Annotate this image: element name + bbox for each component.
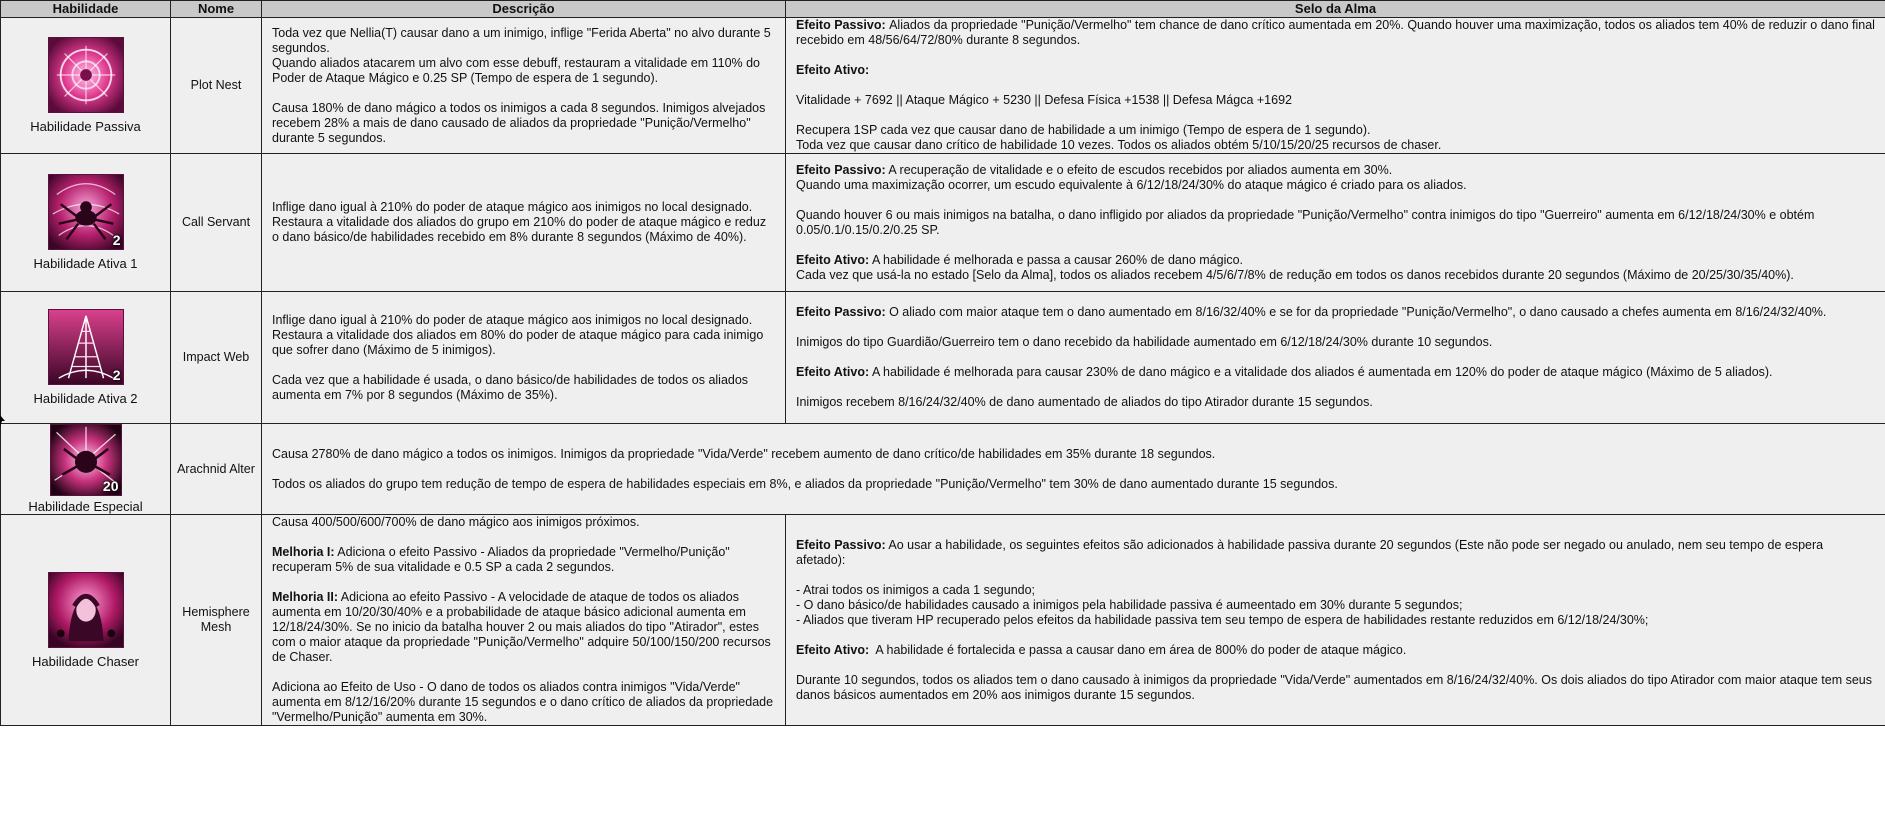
effect-text: A habilidade é melhorada e passa a causar 260% de dano mágico. Cada vez que usá-la no estado [Selo da Alma], todos os aliados recebem 4/5/6/7/8% de redução em todos os danos recebidos durante 20 segundos (Máximo de 20/25/30/35/40%).	[796, 252, 1794, 282]
effect-label: Efeito Ativo:	[796, 63, 870, 77]
effect-text: Quando houver 6 ou mais inimigos na batalha, o dano infligido por aliados da propriedade "Punição/Vermelho" contra inimigos do tipo "Guerreiro" aumenta em 6/12/18/24/30% e obtém 0.05/0.1/0.15/0.2/0.25 SP.	[796, 207, 1815, 237]
seal-paragraph	[796, 253, 1875, 283]
effect-text: A recuperação de vitalidade e o efeito de escudos recebidos por aliados aumenta em 30%. Quando uma maximização ocorrer, um escudo equivalente à 6/12/18/24/30% do ataque mágico é criado para os aliados.	[796, 162, 1467, 192]
seal-paragraph	[796, 643, 1875, 658]
arachnid-altar-icon	[50, 424, 122, 496]
skill-label: Habilidade Ativa 1	[33, 256, 138, 271]
effect-text: Adiciona ao efeito Passivo - A velocidade de ataque de todos os aliados aumenta em 10/20/30/40% e a probabilidade de ataque básico adicional aumenta em 12/18/24/30%. Se no inicio da batalha houver 2 ou mais aliados do tipo "Atirador", estes com o maior ataque da propriedade "Punição/Vermelho" adquire 50/100/150/200 recursos de Chaser.	[272, 590, 771, 664]
description-text: Causa 180% de dano mágico a todos os inimigos a cada 8 segundos. Inimigos alvejados recebem 28% a mais de dano causado de aliados da propriedade "Punição/Vermelho" durante 5 segundos.	[272, 100, 766, 145]
effect-text: Inimigos recebem 8/16/24/32/40% de dano aumentado de aliados do tipo Atirador durante 15 segundos.	[796, 395, 1373, 409]
seal-paragraph	[796, 538, 1875, 568]
seal-paragraph	[796, 365, 1875, 380]
effect-label: Efeito Ativo:	[796, 642, 870, 657]
effect-text: Inimigos do tipo Guardião/Guerreiro tem o dano recebido da habilidade aumentado em 6/12/18/24/30% durante 10 segundos.	[796, 335, 1493, 349]
seal-paragraph	[796, 673, 1875, 703]
skill-name: Hemisphere Mesh	[171, 515, 262, 726]
skill-label: Habilidade Ativa 2	[33, 391, 138, 406]
effect-text: Durante 10 segundos, todos os aliados tem o dano causado à inimigos da propriedade "Vida/Verde" aumentados em 8/16/24/32/40%. Os dois aliados do tipo Atirador com maior ataque tem seus danos básicos aumentados em 20% aos inimigos durante 15 segundos.	[796, 672, 1872, 702]
soul-seal-cell	[786, 515, 1885, 726]
description-text: Causa 2780% de dano mágico a todos os inimigos. Inimigos da propriedade "Vida/Verde" recebem aumento de dano crítico/de habilidades em 35% durante 18 segundos.	[272, 446, 1216, 461]
effect-text: Causa 400/500/600/700% de dano mágico aos inimigos próximos.	[272, 515, 640, 529]
skill-cell	[1, 515, 171, 726]
effect-text: Vitalidade + 7692 || Ataque Mágico + 5230 || Defesa Física +1538 || Defesa Mágca +1692	[796, 93, 1292, 107]
table-row	[1, 18, 1885, 154]
effect-label: Efeito Passivo:	[796, 305, 886, 319]
header-name: Nome	[171, 1, 262, 18]
skill-name: Arachnid Alter	[171, 424, 262, 515]
description-text	[272, 545, 775, 575]
description-cell	[262, 154, 786, 292]
description-text: Inflige dano igual à 210% do poder de ataque mágico aos inimigos no local designado. Restaura a vitalidade dos aliados do grupo em 210% do poder de ataque mágico e reduz o dano básico/de habilidades recebido em 8% durante 8 segundos (Máximo de 40%).	[272, 200, 767, 244]
effect-text: A habilidade é melhorada para causar 230% de dano mágico e a vitalidade dos aliados é aumentada em 120% do poder de ataque mágico (Máximo de 5 aliados).	[869, 365, 1773, 379]
skill-label: Habilidade Passiva	[30, 119, 141, 134]
seal-paragraph	[796, 305, 1875, 320]
seal-paragraph	[796, 395, 1875, 410]
skill-name: Impact Web	[171, 292, 262, 424]
description-text	[272, 590, 775, 665]
description-text: Inflige dano igual à 210% do poder de ataque mágico aos inimigos no local designado. Restaura a vitalidade dos aliados em 80% do poder de ataque mágico para cada inimigo que sofrer dano (Máximo de 5 inimigos).	[272, 312, 764, 357]
skill-label: Habilidade Chaser	[32, 653, 139, 669]
description-text: Toda vez que Nellia(T) causar dano a um inimigo, inflige "Ferida Aberta" no alvo durante 5 segundos. Quando aliados atacarem um alvo com esse debuff, restauram a vitalidade em 110% do Poder de Ataque Mágico e 0.25 SP (Tempo de espera de 1 segundo).	[272, 25, 771, 85]
seal-paragraph	[796, 123, 1875, 153]
effect-text: Ao usar a habilidade, os seguintes efeitos são adicionados à habilidade passiva durante 20 segundos (Este não pode ser negado ou anulado, nem seu tempo de espera afetado):	[796, 537, 1824, 567]
seal-paragraph	[796, 93, 1875, 108]
table-row	[1, 154, 1885, 292]
spider-icon	[48, 174, 124, 250]
description-cell	[262, 18, 786, 154]
description-text: Todos os aliados do grupo tem redução de tempo de espera de habilidades especiais em 8%, e aliados da propriedade "Punição/Vermelho" tem 30% de dano aumentado durante 15 segundos.	[272, 476, 1338, 491]
header-soul-seal: Selo da Alma	[786, 1, 1885, 18]
table-row	[1, 515, 1885, 726]
seal-paragraph	[796, 63, 1875, 78]
skill-cell	[1, 424, 171, 515]
skill-label: Habilidade Especial	[28, 499, 143, 514]
header-row	[1, 1, 1885, 18]
seal-paragraph	[796, 335, 1875, 350]
effect-label: Efeito Passivo:	[796, 537, 886, 552]
effect-label: Efeito Ativo:	[796, 365, 870, 379]
skill-name: Plot Nest	[171, 18, 262, 154]
effect-text: - Atrai todos os inimigos a cada 1 segundo; - O dano básico/de habilidades causado a inimigos pela habilidade passiva é aumeentado em 30% durante 5 segundos; - Aliados que tiveram HP recuperado pelos efeitos da habilidade passiva tem seu tempo de espera de habilidades restante reduzidos em 6/12/18/24/30%;	[796, 582, 1649, 627]
skill-level-badge: 20	[102, 478, 119, 494]
description-cell	[262, 515, 786, 726]
skill-cell	[1, 18, 171, 154]
soul-seal-cell	[786, 292, 1885, 424]
hemisphere-portrait-icon	[48, 572, 124, 648]
effect-text: A habilidade é fortalecida e passa a causar dano em área de 800% do poder de ataque mágico.	[869, 642, 1407, 657]
spider-web-icon	[48, 37, 124, 113]
header-skill: Habilidade	[1, 1, 171, 18]
effect-text: Aliados da propriedade "Punição/Vermelho" tem chance de dano crítico aumentada em 20%. Quando houver uma maximização, todos os aliados tem 40% de reduzir o dano final recebido em 48/56/64/72/80% durante 8 segundos.	[796, 18, 1875, 47]
description-text	[272, 515, 775, 530]
effect-label: Melhoria I:	[272, 545, 335, 559]
seal-paragraph	[796, 18, 1875, 48]
header-description: Descrição	[262, 1, 786, 18]
description-cell	[262, 292, 786, 424]
table-row	[1, 292, 1885, 424]
skill-cell	[1, 292, 171, 424]
description-text	[272, 680, 775, 725]
effect-label: Melhoria II:	[272, 590, 338, 604]
soul-seal-cell	[786, 154, 1885, 292]
skill-name: Call Servant	[171, 154, 262, 292]
soul-seal-cell	[786, 18, 1885, 154]
effect-text: Adiciona ao Efeito de Uso - O dano de todos os aliados contra inimigos "Vida/Verde" aumenta em 8/12/16/20% durante 15 segundos e o dano crítico de aliados da propriedade "Vermelho/Punição" aumenta em 30%.	[272, 680, 774, 724]
description-text: Cada vez que a habilidade é usada, o dano básico/de habilidades de todos os aliados aumenta em 7% por 8 segundos (Máximo de 35%).	[272, 372, 749, 402]
skill-cell	[1, 154, 171, 292]
description-cell	[262, 424, 1885, 515]
seal-paragraph	[796, 583, 1875, 628]
skill-level-badge: 2	[112, 232, 121, 248]
effect-text: Adiciona o efeito Passivo - Aliados da propriedade "Vermelho/Punição" recuperam 5% de sua vitalidade e 0.5 SP a cada 2 segundos.	[272, 545, 730, 574]
effect-text: O aliado com maior ataque tem o dano aumentado em 8/16/32/40% e se for da propriedade "Punição/Vermelho", o dano causado a chefes aumenta em 8/16/24/32/40%.	[885, 305, 1827, 319]
table-row	[1, 424, 1885, 515]
effect-text: Recupera 1SP cada vez que causar dano de habilidade a um inimigo (Tempo de espera de 1 segundo). Toda vez que causar dano crítico de habilidade 10 vezes. Todos os aliados obtém 5/10/15/20/25 recursos de chaser.	[796, 123, 1442, 152]
skill-level-badge: 2	[112, 367, 121, 383]
seal-paragraph	[796, 163, 1875, 193]
seal-paragraph	[796, 208, 1875, 238]
mouse-cursor-icon	[0, 415, 6, 427]
effect-label: Efeito Passivo:	[796, 162, 886, 177]
effect-label: Efeito Ativo:	[796, 252, 870, 267]
effect-label: Efeito Passivo:	[796, 18, 890, 32]
web-tower-icon	[48, 309, 124, 385]
